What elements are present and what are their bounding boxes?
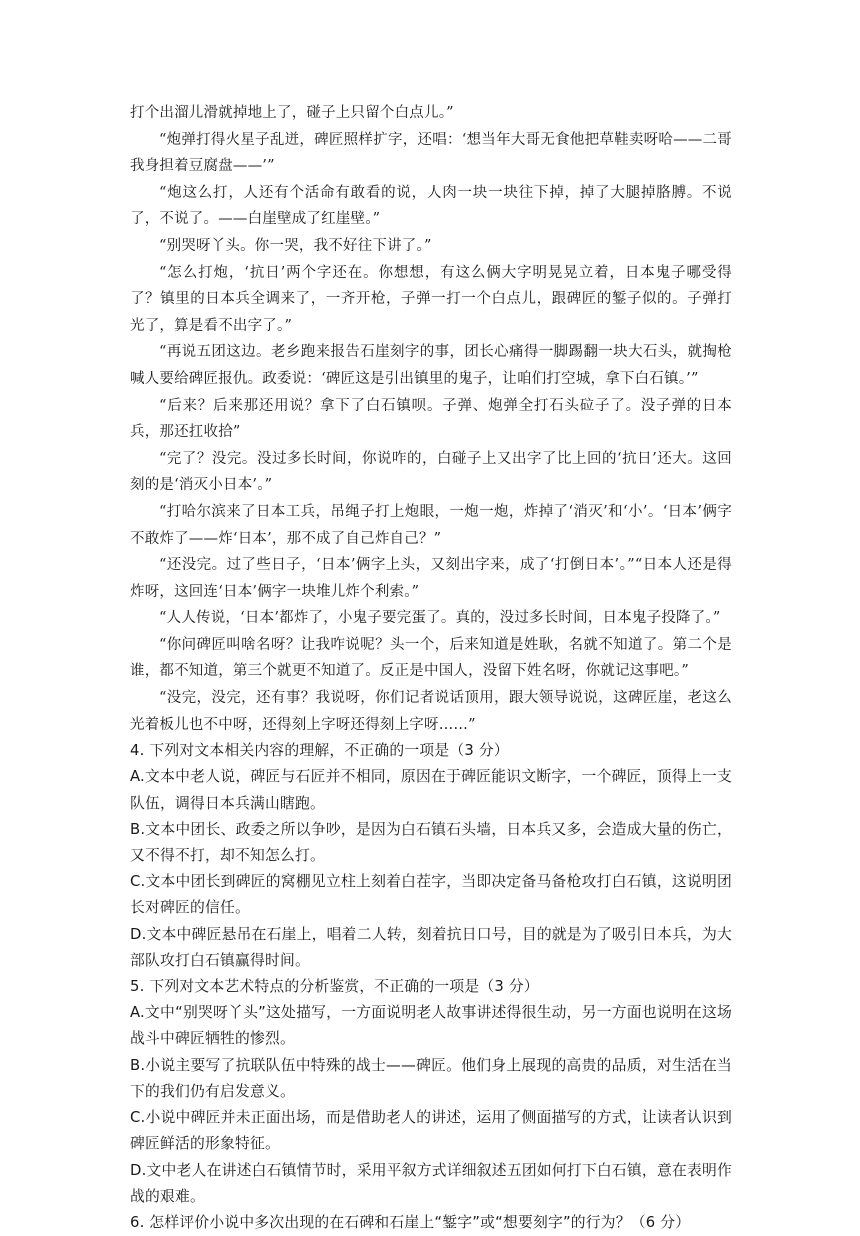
passage-paragraph: “还没完。过了些日子，‘日本’俩字上头，又刻出字来，成了‘打倒日本’。”“日本人还是得炸呀，这回连‘日本’俩字一块堆儿炸个利索。” xyxy=(130,557,732,600)
story-passage xyxy=(130,100,732,738)
option-b: B.文本中团长、政委之所以争吵，是因为白石镇石头墙，日本兵又多，会造成大量的伤亡，又不得不打，却不知怎么打。 xyxy=(130,820,732,865)
passage-paragraph: “炮这么打，人还有个活命有敢看的说，人肉一块一块往下掉，掉了大腿掉胳膊。不说了，不说了。——白崖壁成了红崖壁。” xyxy=(130,184,732,228)
passage-paragraph: 打个出溜儿滑就掉地上了，碰子上只留个白点儿。” xyxy=(130,105,454,121)
document-page xyxy=(130,100,732,1236)
option-b: B.小说主要写了抗联队伍中特殊的战士——碑匠。他们身上展现的高贵的品质，对生活在当下的我们仍有启发意义。 xyxy=(130,1056,732,1100)
passage-paragraph: “怎么打炮，‘抗日’两个字还在。你想想，有这么俩大字明晃晃立着，日本鬼子哪受得了？镇里的日本兵全调来了，一齐开枪，子弹一打一个白点儿，跟碑匠的錾子似的。子弹打光了，算是看不出字了。” xyxy=(130,264,732,334)
passage-paragraph: “炮弹打得火星子乱迸，碑匠照样扩字，还唱：‘想当年大哥无食他把草鞋卖呀哈——二哥我身担着豆腐盘——’” xyxy=(130,131,732,175)
question-title: 4. 下列对文本相关内容的理解，不正确的一项是（3 分） xyxy=(130,742,509,760)
passage-paragraph: “你问碑匠叫啥名呀？让我咋说呢？头一个，后来知道是姓耿，名就不知道了。第二个是谁，都不知道，第三个就更不知道了。反正是中国人，没留下姓名呀，你就记这事吧。” xyxy=(130,636,732,680)
passage-paragraph: “后来？后来那还用说？拿下了白石镇呗。子弹、炮弹全打石头砬子了。没子弹的日本兵，那还扛收拾” xyxy=(130,397,732,441)
option-a: A.文中“别哭呀丫头”这处描写，一方面说明老人故事讲述得很生动，另一方面也说明在这场战斗中碑匠牺牲的惨烈。 xyxy=(130,1004,732,1048)
passage-paragraph: “打哈尔滨来了日本工兵，吊绳子打上炮眼，一炮一炮，炸掉了‘消灭’和‘小’。‘日本’俩字不敢炸了——炸‘日本’，那不成了自己炸自己？” xyxy=(130,503,732,547)
option-d: D.文中老人在讲述白石镇情节时，采用平叙方式详细叙述五团如何打下白石镇，意在表明作战的艰难。 xyxy=(130,1161,732,1205)
option-a: A.文本中老人说，碑匠与石匠并不相同，原因在于碑匠能识文断字，一个碑匠，顶得上一支队伍，调得日本兵满山瞎跑。 xyxy=(130,768,732,812)
option-c: C.小说中碑匠并未正面出场，而是借助老人的讲述，运用了侧面描写的方式，让读者认识到碑匠鲜活的形象特征。 xyxy=(130,1109,732,1153)
question-4 xyxy=(130,738,732,974)
option-d: D.文本中碑匠悬吊在石崖上，唱着二人转，刻着抗日口号，目的就是为了吸引日本兵，为大部队攻打白石镇赢得时间。 xyxy=(130,925,732,969)
passage-paragraph: “再说五团这边。老乡跑来报告石崖刻字的事，团长心痛得一脚踢翻一块大石头，就掏枪喊人要给碑匠报仇。政委说：‘碑匠这是引出镇里的鬼子，让咱们打空城，拿下白石镇。’” xyxy=(130,344,732,387)
passage-paragraph: “完了？没完。没过多长时间，你说咋的，白碰子上又出字了比上回的‘抗日’还大。这回刻的是‘消灭小日本’。” xyxy=(130,450,732,494)
question-section xyxy=(130,738,732,1236)
question-5 xyxy=(130,974,732,1210)
passage-paragraph: “没完，没完，还有事？我说呀，你们记者说话顶用，跟大领导说说，这碑匠崖，老这么光着板儿也不中呀，还得刻上字呀还得刻上字呀……” xyxy=(130,690,732,733)
question-title: 6. 怎样评价小说中多次出现的在石碑和石崖上“錾字”或“想要刻字”的行为？（6 分） xyxy=(130,1213,691,1231)
option-c: C.文本中团长到碑匠的窝棚见立柱上刻着白茬字，当即决定备马备枪攻打白石镇，这说明团长对碑匠的信任。 xyxy=(130,873,732,917)
passage-paragraph: “人人传说，‘日本’都炸了，小鬼子要完蛋了。真的，没过多长时间，日本鬼子投降了。” xyxy=(159,610,721,627)
question-6 xyxy=(130,1210,732,1236)
passage-paragraph: “别哭呀丫头。你一哭，我不好往下讲了。” xyxy=(159,237,432,254)
question-title: 5. 下列对文本艺术特点的分析鉴赏，不正确的一项是（3 分） xyxy=(130,978,539,996)
